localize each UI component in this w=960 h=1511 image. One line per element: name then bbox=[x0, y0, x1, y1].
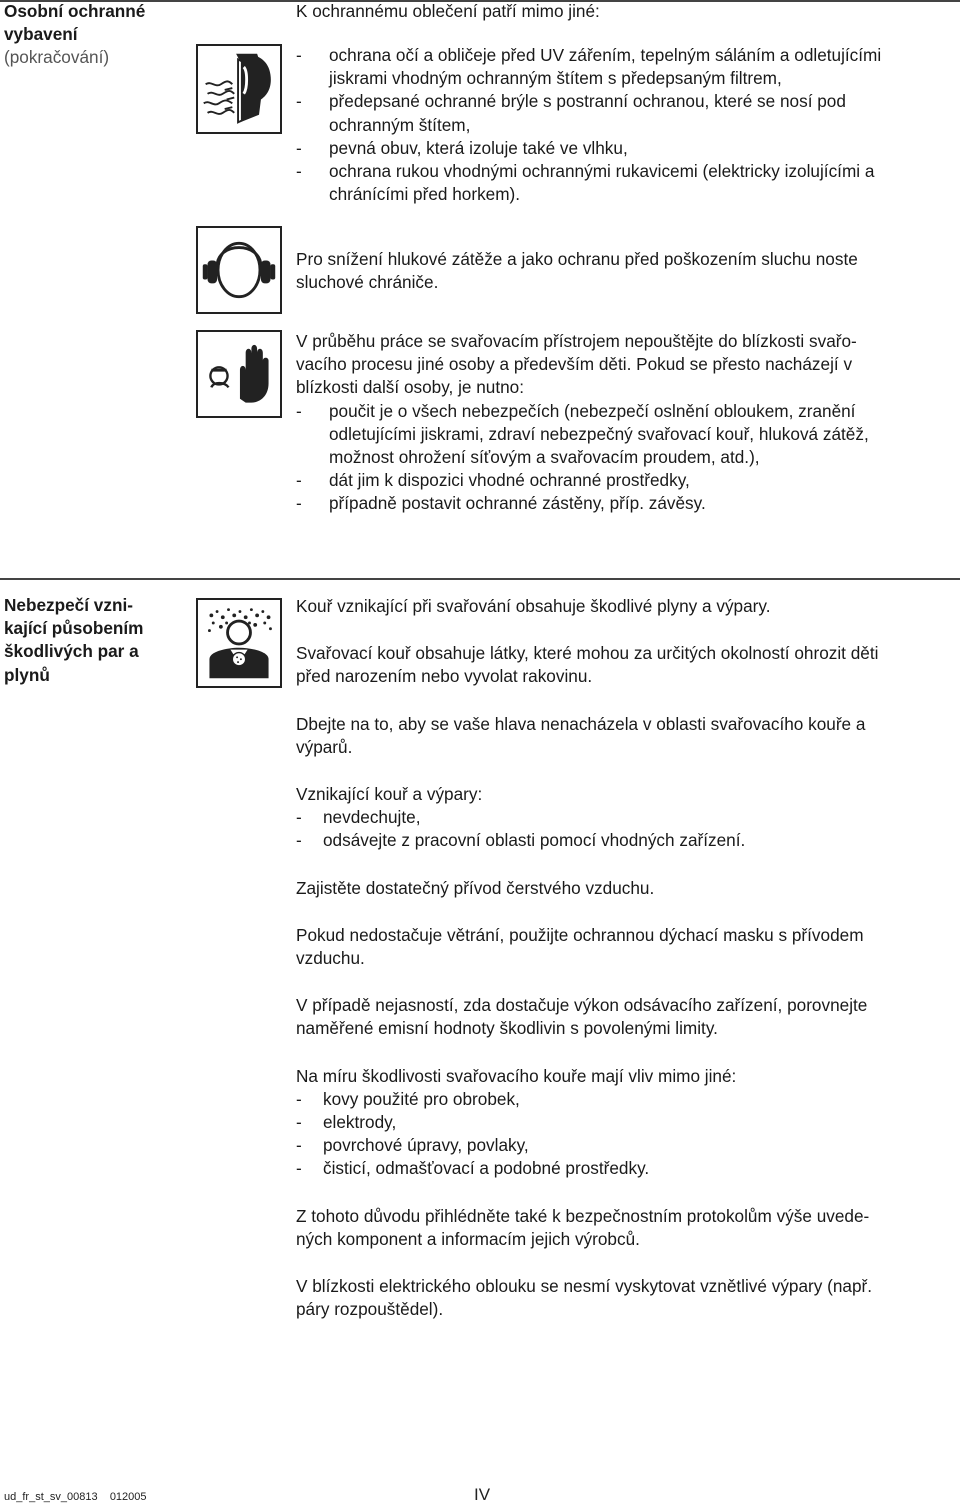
section-heading-ppe bbox=[4, 0, 174, 70]
list-item: - předepsané ochranné brýle s postranní ochranou, které se nosí pod ochranným štítem, bbox=[296, 91, 846, 135]
paragraph: Zajistěte dostatečný přívod čerstvého vzduchu. bbox=[296, 877, 655, 898]
footer-doc-code: ud_fr_st_sv_00813 012005 bbox=[4, 1491, 147, 1503]
list-item: - ochrana očí a obličeje před UV zářením, tepelným sáláním a odletujícími jiskrami vhodným ochranným štítem s předepsaným filtrem, bbox=[296, 45, 882, 89]
paragraph: Na míru škodlivosti svařovacího kouře mají vliv mimo jiné: bbox=[296, 1065, 737, 1086]
list-item: - poučit je o všech nebezpečích (nebezpečí oslnění obloukem, zranění odletujícími jiskrami, zdraví nebezpečný svařovací kouř, hluková zátěž, možnost ohrožení síťovým a svařovacím proudem, atd.), bbox=[296, 400, 869, 468]
paragraph: Pokud nedostačuje větrání, použijte ochrannou dýchací masku s přívodem vzduchu. bbox=[296, 924, 864, 969]
section-rule bbox=[0, 578, 960, 580]
list-item: - nevdechujte, bbox=[296, 807, 421, 828]
list-item: - čisticí, odmašťovací a podobné prostředky. bbox=[296, 1158, 650, 1179]
list-item: - kovy použité pro obrobek, bbox=[296, 1088, 520, 1109]
list-item: - povrchové úpravy, povlaky, bbox=[296, 1135, 529, 1156]
list-item: - odsávejte z pracovní oblasti pomocí vhodných zařízení. bbox=[296, 830, 746, 851]
section-title-line: vybavení bbox=[4, 24, 78, 45]
list-item: - dát jim k dispozici vhodné ochranné prostředky, bbox=[296, 470, 690, 491]
paragraph: Svařovací kouř obsahuje látky, které mohou za určitých okolností ohrozit děti před narozením nebo vyvolat rakovinu. bbox=[296, 643, 879, 687]
ear-protection-icon bbox=[196, 226, 282, 314]
toxic-fumes-icon bbox=[196, 598, 282, 688]
welding-shield-icon bbox=[196, 44, 282, 134]
list-item: - pevná obuv, která izoluje také ve vlhku, bbox=[296, 137, 628, 158]
section-subtitle: (pokračování) bbox=[4, 47, 110, 68]
ppe-list bbox=[296, 44, 956, 206]
intro-text: K ochrannému oblečení patří mimo jiné: bbox=[296, 1, 600, 21]
list-item: - elektrody, bbox=[296, 1112, 397, 1133]
fumes-text bbox=[296, 595, 956, 1321]
list-item: - ochrana rukou vhodnými ochrannými rukavicemi (elektricky izolujícími a chránícími před horkem). bbox=[296, 161, 875, 205]
hearing-text: Pro snížení hlukové zátěže a jako ochranu před poškozením sluchu noste sluchové chrániče. bbox=[296, 249, 858, 293]
paragraph: Kouř vznikající při svařování obsahuje škodlivé plyny a výpary. bbox=[296, 596, 771, 616]
section-title-line: Osobní ochranné bbox=[4, 1, 146, 21]
list-item: - případně postavit ochranné zástěny, příp. závěsy. bbox=[296, 493, 706, 514]
paragraph: V blízkosti elektrického oblouku se nesmí vyskytovat vznětlivé výpary (např. páry rozpouštědel). bbox=[296, 1276, 873, 1320]
bystanders-text: V průběhu práce se svařovacím přístrojem nepouštějte do blízkosti svařo- vacího procesu jiné osoby a především děti. Pokud se přesto nacházejí v blízkosti další osoby, je nutno: - poučit je o všech nebezpečích (nebezpečí oslnění obloukem, zranění odletujícími jiskrami, zdraví nebezpečný svařovací kouř, hluková zátěž, možnost ohrožení síťovým a svařovacím proudem, atd.), - dát jim k dispozici vhodné ochranné prostředky, - případně postavit ochranné zástěny, příp. závěsy. bbox=[296, 330, 956, 516]
page-number: IV bbox=[474, 1485, 491, 1504]
paragraph: Dbejte na to, aby se vaše hlava nenacházela v oblasti svařovacího kouře a výparů. bbox=[296, 713, 866, 757]
section-heading-fumes: Nebezpečí vzni- kající působením škodlivých par a plynů bbox=[4, 595, 144, 685]
no-bystanders-icon bbox=[196, 330, 282, 418]
paragraph: V případě nejasností, zda dostačuje výkon odsávacího zařízení, porovnejte naměřené emisní hodnoty škodlivin s povolenými limity. bbox=[296, 995, 868, 1039]
paragraph: Vznikající kouř a výpary: bbox=[296, 784, 483, 805]
paragraph: Z tohoto důvodu přihlédněte také k bezpečnostním protokolům výše uvede- ných komponent a informacím jejich výrobců. bbox=[296, 1205, 870, 1249]
